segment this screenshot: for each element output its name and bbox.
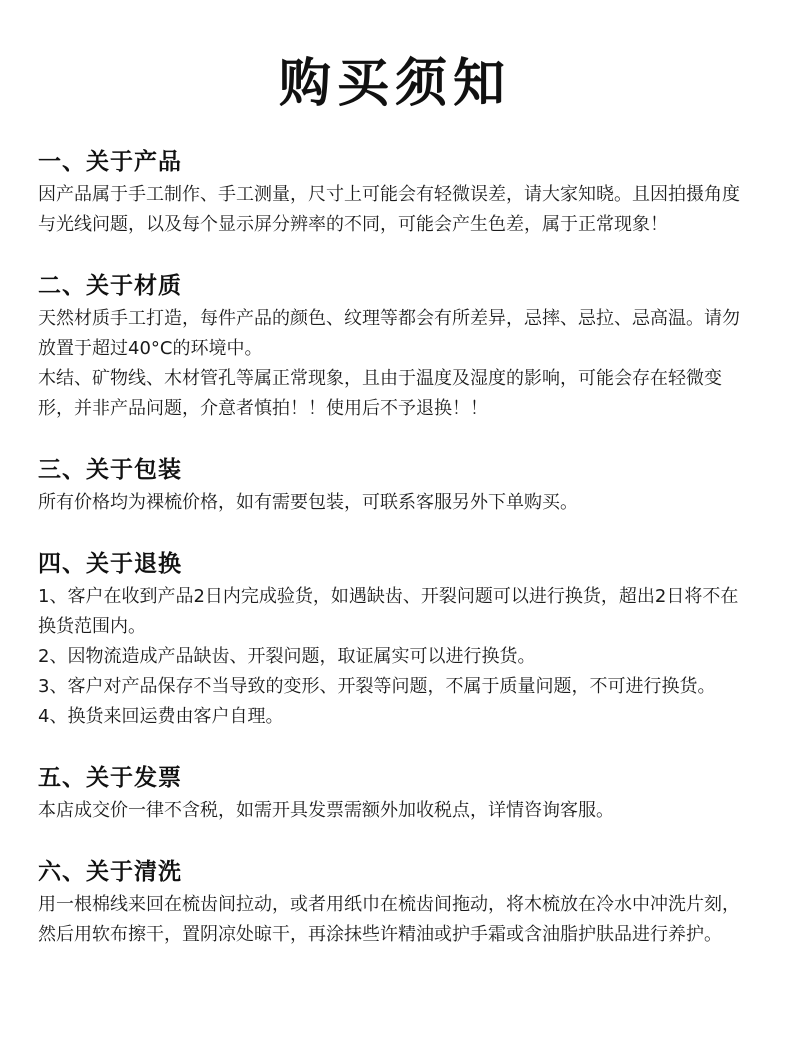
section-heading-product: 一、关于产品 [38,149,182,175]
section-invoice [38,762,752,826]
section-material-paragraph-1: 天然材质手工打造，每件产品的颜色、纹理等都会有所差异，忌摔、忌拉、忌高温。请勿放置于超过40°C的环境中。 [38,308,740,359]
section-heading-returns: 四、关于退换 [38,551,182,577]
section-heading-invoice: 五、关于发票 [38,765,182,791]
section-material [38,270,752,424]
section-product [38,146,752,240]
section-returns-item-3: 3、客户对产品保存不当导致的变形、开裂等问题，不属于质量问题，不可进行换货。 [38,676,716,697]
section-returns-item-1: 1、客户在收到产品2日内完成验货，如遇缺齿、开裂问题可以进行换货，超出2日将不在换货范围内。 [38,586,739,637]
section-material-paragraph-2: 木结、矿物线、木材管孔等属正常现象，且由于温度及湿度的影响，可能会存在轻微变形，并非产品问题，介意者慎拍！！使用后不予退换！！ [38,368,722,419]
section-heading-cleaning: 六、关于清洗 [38,859,182,885]
section-returns-item-4: 4、换货来回运费由客户自理。 [38,706,284,727]
section-cleaning-paragraph-1: 用一根棉线来回在梳齿间拉动，或者用纸巾在梳齿间拖动，将木梳放在冷水中冲洗片刻，然后用软布擦干，置阴凉处晾干，再涂抹些许精油或护手霜或含油脂护肤品进行养护。 [38,894,740,945]
section-returns [38,548,752,732]
section-returns-item-2: 2、因物流造成产品缺齿、开裂问题，取证属实可以进行换货。 [38,646,536,667]
section-packaging-paragraph-1: 所有价格均为裸梳价格，如有需要包装，可联系客服另外下单购买。 [38,492,578,513]
section-cleaning [38,856,752,950]
page-title: 购买须知 [278,53,511,114]
section-invoice-paragraph-1: 本店成交价一律不含税，如需开具发票需额外加收税点，详情咨询客服。 [38,800,614,821]
section-packaging [38,454,752,518]
section-heading-packaging: 三、关于包装 [38,457,182,483]
section-heading-material: 二、关于材质 [38,273,182,299]
section-product-paragraph-1: 因产品属于手工制作、手工测量，尺寸上可能会有轻微误差，请大家知晓。且因拍摄角度与光线问题，以及每个显示屏分辨率的不同，可能会产生色差，属于正常现象！ [38,184,740,235]
